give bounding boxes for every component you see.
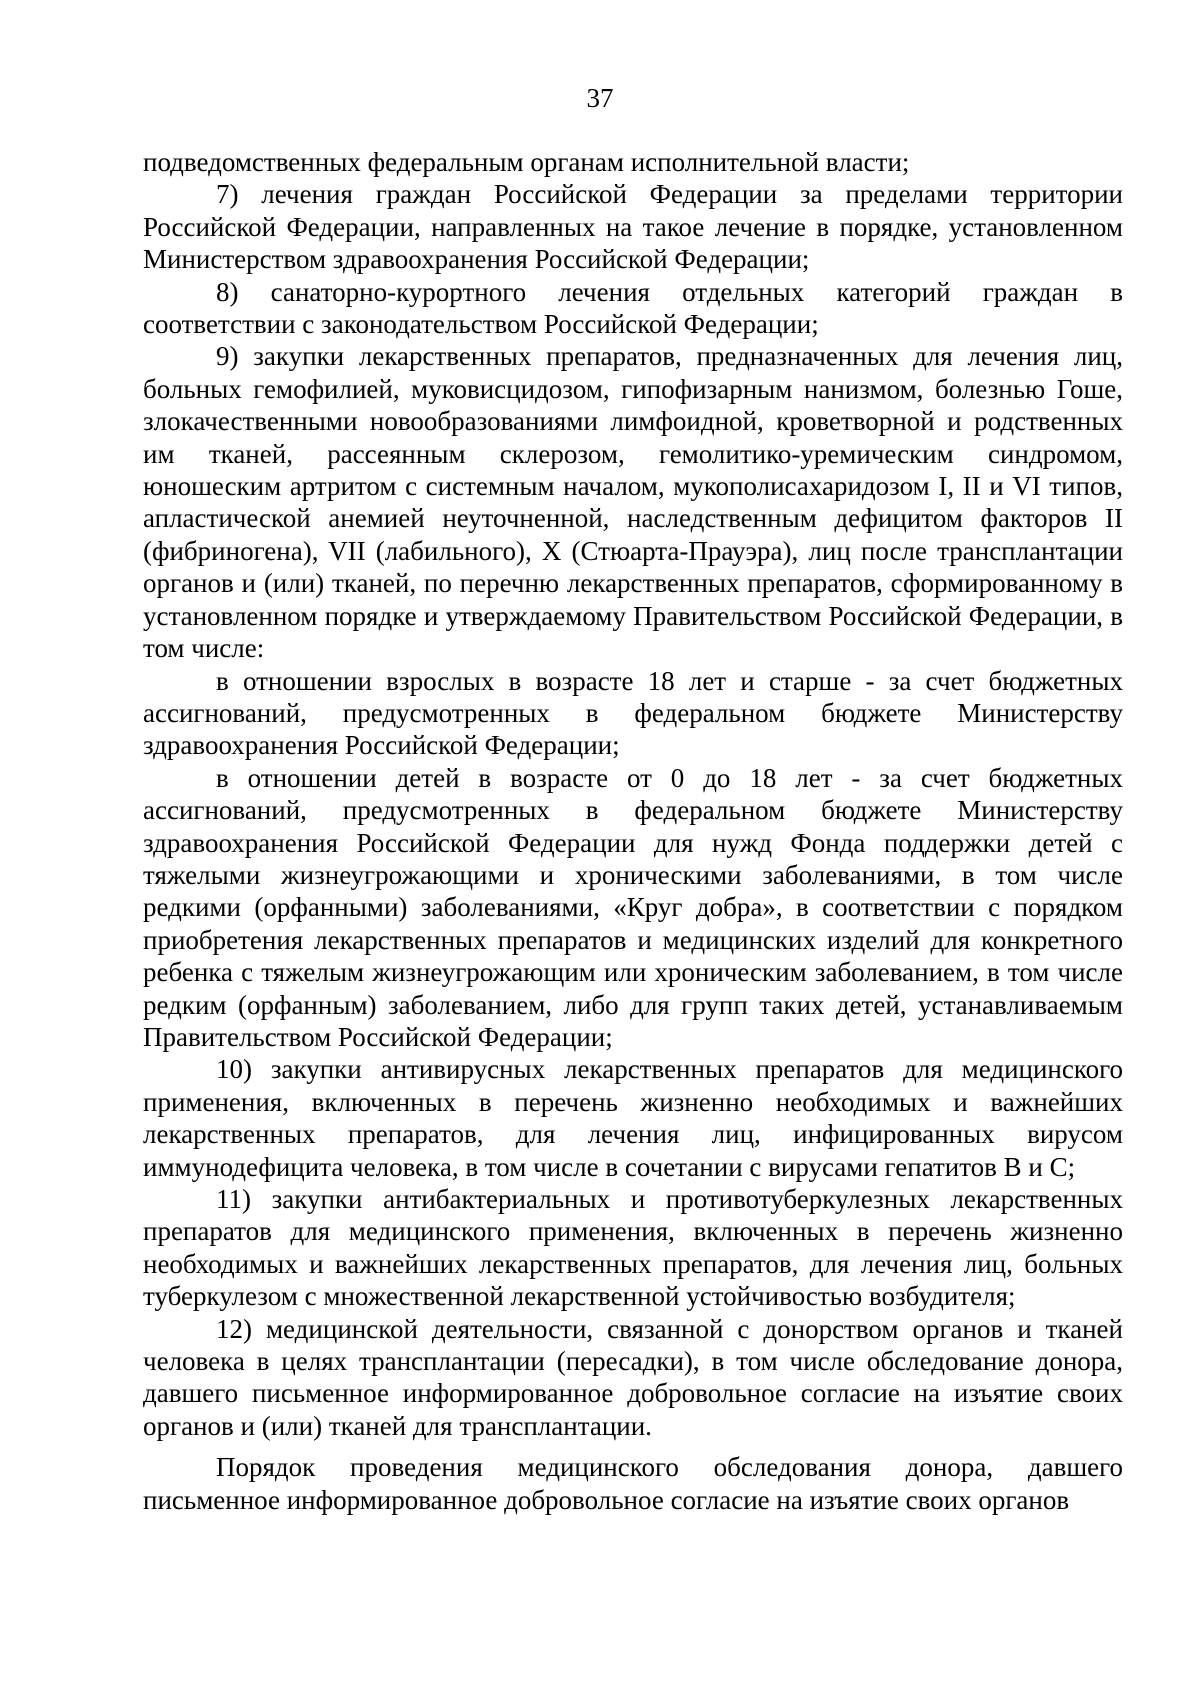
document-body [143,146,1123,1516]
paragraph-item-12: 12) медицинской деятельности, связанной с донорством органов и тканей человека в целях трансплантации (пересадки), в том числе обследование донора, давшего письменное информированное добровольное согласие на изъятие своих органов и (или) тканей для трансплантации. [143,1313,1123,1441]
paragraph-item-8: 8) санаторно-курортного лечения отдельных категорий граждан в соответствии с законодательством Российской Федерации; [143,276,1123,340]
paragraph-item-11: 11) закупки антибактериальных и противотуберкулезных лекарственных препаратов для медицинского применения, включенных в перечень жизненно необходимых и важнейших лекарственных препаратов, для лечения лиц, больных туберкулезом с множественной лекарственной устойчивостью возбудителя; [143,1184,1123,1312]
paragraph-item-9: 9) закупки лекарственных препаратов, предназначенных для лечения лиц, больных гемофилией, муковисцидозом, гипофизарным нанизмом, болезнью Гоше, злокачественными новообразованиями лимфоидной, кроветворной и родственных им тканей, рассеянным склерозом, гемолитико-уремическим синдромом, юношеским артритом с системным началом, мукополисахаридозом I, II и VI типов, апластической анемией неуточненной, наследственным дефицитом факторов II (фибриногена), VII (лабильного), X (Стюарта-Прауэра), лиц после трансплантации органов и (или) тканей, по перечню лекарственных препаратов, сформированному в установленном порядке и утверждаемому Правительством Российской Федерации, в том числе: [143,341,1123,664]
page-number: 37 [586,83,614,113]
paragraph-adults: в отношении взрослых в возрасте 18 лет и старше - за счет бюджетных ассигнований, предусмотренных в федеральном бюджете Министерству здравоохранения Российской Федерации; [143,665,1123,761]
paragraph-procedure: Порядок проведения медицинского обследования донора, давшего письменное информированное добровольное согласие на изъятие своих органов [143,1452,1123,1515]
paragraph-continuation: подведомственных федеральным органам исполнительной власти; [143,147,910,177]
paragraph-children: в отношении детей в возрасте от 0 до 18 лет - за счет бюджетных ассигнований, предусмотренных в федеральном бюджете Министерству здравоохранения Российской Федерации для нужд Фонда поддержки детей с тяжелыми жизнеугрожающими и хроническими заболеваниями, в том числе редкими (орфанными) заболеваниями, «Круг добра», в соответствии с порядком приобретения лекарственных препаратов и медицинских изделий для конкретного ребенка с тяжелым жизнеугрожающим или хроническим заболеванием, в том числе редким (орфанным) заболеванием, либо для групп таких детей, устанавливаемым Правительством Российской Федерации; [143,762,1123,1052]
paragraph-item-7: 7) лечения граждан Российской Федерации за пределами территории Российской Федерации, направленных на такое лечение в порядке, установленном Министерством здравоохранения Российской Федерации; [143,179,1123,275]
paragraph-item-10: 10) закупки антивирусных лекарственных препаратов для медицинского применения, включенных в перечень жизненно необходимых и важнейших лекарственных препаратов, для лечения лиц, инфицированных вирусом иммунодефицита человека, в том числе в сочетании с вирусами гепатитов B и C; [143,1054,1123,1182]
